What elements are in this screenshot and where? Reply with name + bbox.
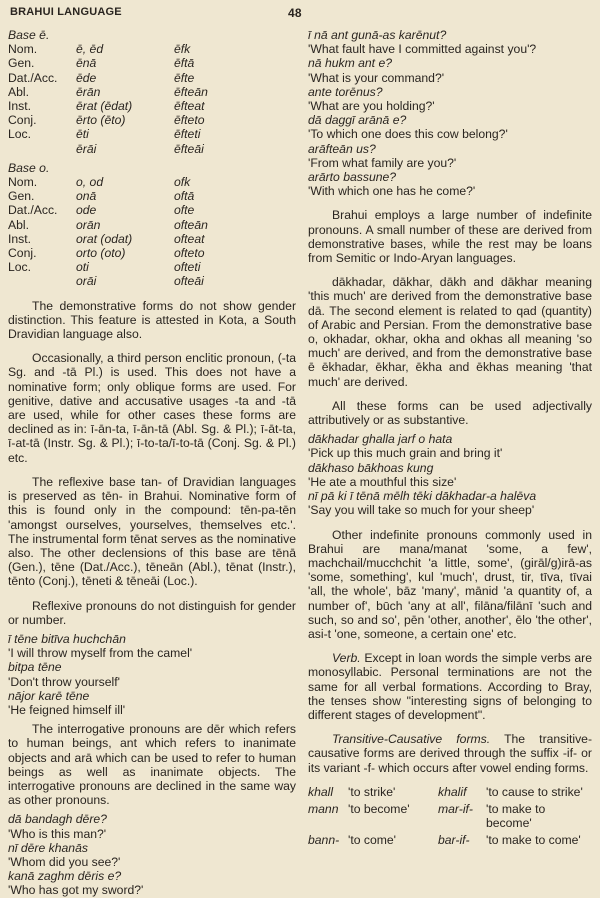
singular-form: orān xyxy=(76,217,101,232)
example-source: arārto bassune? xyxy=(308,170,397,185)
right-column xyxy=(308,28,592,848)
verb-label: Verb. xyxy=(332,651,361,666)
example-source: dākhadar ghalla jarf o hata xyxy=(308,432,453,447)
case-label: Abl. xyxy=(8,217,30,232)
example-source: nī pā ki ī tēnā mēlh tēki dākhadar-a halēva xyxy=(308,489,537,504)
indefinite-examples xyxy=(308,432,592,517)
plural-form: ēfteān xyxy=(174,84,208,99)
interrogative-examples xyxy=(8,812,296,897)
base-o-heading: Base o. xyxy=(8,160,50,175)
example-gloss: 'I will throw myself from the camel' xyxy=(8,646,193,661)
example-gloss: 'Who is this man?' xyxy=(8,826,107,841)
example-gloss: 'From what family are you?' xyxy=(308,155,457,170)
example-source: ante torēnus? xyxy=(308,84,383,99)
example-source: dā daggī arānā e? xyxy=(308,113,407,128)
causative-verb-table xyxy=(308,785,592,848)
example-gloss: 'He ate a mouthful this size' xyxy=(308,474,457,489)
singular-form: orto (oto) xyxy=(76,246,126,261)
singular-form: ode xyxy=(76,203,97,218)
example-gloss: 'Don't throw yourself' xyxy=(8,674,120,689)
verb-text: Except in loan words the simple verbs are monosyllabic. Personal terminations are not the same for all verbal formations. According to Bray, the tenses show "interesting signs of belonging to different stages of development". xyxy=(308,651,593,722)
paragraph-reflexive: The reflexive base tan- of Dravidian languages is preserved as tēn- in Brahui. Nominative form of this is found only in the compound: tēn-pa-tēn 'amongst ourselves, yourselves, themselves etc.'. The instrumental form tēnat serves as the nominative also. The other declensions of this base are tēnā (Gen.), tēne (Dat./Acc.), tēneān (Abl.), tēnat (Instr.), tēnto (Conj.), tēneti & tēneāi (Loc.). xyxy=(8,474,296,589)
verb-gloss: 'to come' xyxy=(348,833,397,848)
example-source: kanā zaghm dēris e? xyxy=(8,869,122,884)
case-label: Gen. xyxy=(8,56,35,71)
singular-form: orāi xyxy=(76,274,97,289)
example-gloss: 'What is your command?' xyxy=(308,70,445,85)
case-label: Inst. xyxy=(8,99,32,114)
plural-form: ofteti xyxy=(174,260,201,275)
example-gloss: 'What fault have I committed against you'? xyxy=(308,42,537,57)
singular-form: ērān xyxy=(76,84,101,99)
paragraph-causative xyxy=(308,732,592,775)
singular-form: ēnā xyxy=(76,56,97,71)
case-label: Loc. xyxy=(8,127,32,142)
base-e-table xyxy=(8,42,296,156)
singular-form: ērto (ēto) xyxy=(76,113,126,128)
plural-form: ofteat xyxy=(174,231,205,246)
case-label: Dat./Acc. xyxy=(8,70,58,85)
example-gloss: 'With which one has he come?' xyxy=(308,184,476,199)
verb-base: bann- xyxy=(308,833,340,848)
singular-form: onā xyxy=(76,189,97,204)
plural-form: ēfk xyxy=(174,42,191,57)
example-source: nājor karē tēne xyxy=(8,688,90,703)
singular-form: o, od xyxy=(76,175,104,190)
example-source: nī dēre khanās xyxy=(8,840,88,855)
example-gloss: 'What are you holding?' xyxy=(308,99,435,114)
paragraph-interrogative: The interrogative pronouns are dēr which refers to human beings, ant which refers to inanimate objects and arā which can be used to refer to human beings as well as inanimate objects. The interrogative pronouns are declined in the same way as other pronouns. xyxy=(8,722,296,808)
plural-form: ēfteti xyxy=(174,127,201,142)
base-e-heading: Base ē. xyxy=(8,28,50,42)
example-gloss: 'Who has got my sword?' xyxy=(8,883,144,898)
plural-form: ofteān xyxy=(174,217,208,232)
example-gloss: 'He feigned himself ill' xyxy=(8,702,126,717)
page-number: 48 xyxy=(288,6,302,20)
case-label xyxy=(8,274,76,288)
example-gloss: 'Whom did you see?' xyxy=(8,854,121,869)
plural-form: ēfteāi xyxy=(174,141,204,156)
plural-form: oftā xyxy=(174,189,195,204)
example-source: arāfteān us? xyxy=(308,141,376,156)
case-label: Conj. xyxy=(8,246,37,261)
example-gloss: 'Pick up this much grain and bring it' xyxy=(308,446,503,461)
singular-form: oti xyxy=(76,260,89,275)
plural-form: ofte xyxy=(174,203,195,218)
verb-gloss: 'to strike' xyxy=(348,784,396,799)
plural-form: ēfteat xyxy=(174,99,205,114)
case-label: Conj. xyxy=(8,113,37,128)
verb-base: khall xyxy=(308,784,334,799)
interrogative-examples-continued xyxy=(308,28,592,198)
plural-form: ēfte xyxy=(174,70,195,85)
paragraph-enclitic: Occasionally, a third person enclitic pronoun, (-ta Sg. and -tā Pl.) is used. This does not have a nominative form; only oblique forms are used. For genitive, dative and accusative usages -ta and -tā are used, while for other cases these forms are declined as in: ī-ān-ta, ī-ān-tā (Abl. Sg. & Pl.); ī-āt-ta, ī-at-tā (Instr. Sg. & Pl.); ī-to-ta/ī-to-tā (Conj. Sg. & Pl.) etc. xyxy=(8,351,296,465)
case-label: Loc. xyxy=(8,260,32,275)
example-source: ī tēne bitīva huchchān xyxy=(8,631,126,646)
singular-form: ērat (ēdat) xyxy=(76,99,133,114)
causative-gloss: 'to make to become' xyxy=(486,801,546,831)
example-gloss: 'To which one does this cow belong?' xyxy=(308,127,508,142)
paragraph-verb xyxy=(308,651,592,722)
plural-form: ēfteto xyxy=(174,113,205,128)
case-label xyxy=(8,142,76,156)
case-label: Dat./Acc. xyxy=(8,203,58,218)
paragraph-adjectival: All these forms can be used adjectivally attributively or as substantive. xyxy=(308,398,592,428)
singular-form: ēti xyxy=(76,127,89,142)
case-label: Gen. xyxy=(8,189,35,204)
case-label: Nom. xyxy=(8,42,38,57)
singular-form: ēde xyxy=(76,70,97,85)
paragraph-indefinite: Brahui employs a large number of indefinite pronouns. A small number of these are derived from demonstrative bases, while the rest may be loans from Semitic or Indo-Aryan languages. xyxy=(308,208,592,266)
singular-form: orat (odat) xyxy=(76,231,133,246)
paragraph-reflexive-number: Reflexive pronouns do not distinguish for gender or number. xyxy=(8,598,296,627)
case-label: Nom. xyxy=(8,175,38,190)
plural-form: ofteāi xyxy=(174,274,204,289)
causative-form: bar-if- xyxy=(438,833,470,848)
reflexive-examples xyxy=(8,632,296,717)
causative-label: Transitive-Causative forms. xyxy=(332,732,491,747)
example-source: ī nā ant gunā-as karēnut? xyxy=(308,28,447,42)
case-label: Inst. xyxy=(8,231,32,246)
example-source: bitpa tēne xyxy=(8,660,62,675)
plural-form: ēftā xyxy=(174,56,195,71)
paragraph-gender: The demonstrative forms do not show gender distinction. This feature is attested in Kota, a South Dravidian language also. xyxy=(8,298,296,342)
causative-text: The transitive-causative forms are derived through the suffix -if- or its variant -f- which occurs after vowel ending forms. xyxy=(308,732,593,775)
running-title: BRAHUI LANGUAGE xyxy=(10,6,122,18)
singular-form: ē, ēd xyxy=(76,42,104,57)
left-column xyxy=(8,28,296,898)
singular-form: ērāi xyxy=(76,141,97,156)
plural-form: ofteto xyxy=(174,246,205,261)
example-gloss: 'Say you will take so much for your sheep' xyxy=(308,503,535,518)
plural-form: ofk xyxy=(174,175,191,190)
causative-gloss: 'to make to come' xyxy=(486,833,581,848)
verb-gloss: 'to become' xyxy=(348,801,410,816)
paragraph-dakhadar: dākhadar, dākhar, dākh and dākhar meaning 'this much' are derived from the demonstrative base dā. The second element is related to qad (quantity) of Arabic and Persian. From the demonstrative base o, okhadar, okhar, okha and okhas all meaning 'so much' are derived, and from the demonstrative base ē ēkhadar, ēkhar, ēkha and ēkhas meaning 'that much' are derived. xyxy=(308,275,592,389)
example-source: nā hukm ant e? xyxy=(308,56,393,71)
causative-form: mar-if- xyxy=(438,801,473,816)
example-source: dā bandagh dēre? xyxy=(8,812,107,827)
base-o-table xyxy=(8,175,296,289)
case-label: Abl. xyxy=(8,84,30,99)
example-source: dākhaso bākhoas kung xyxy=(308,460,434,475)
paragraph-other-indefinite: Other indefinite pronouns commonly used in Brahui are mana/manat 'some, a few', machchail/mucchchit 'a little, some', (girāl/g)irā-as 'some, something', kul 'much', drust, tir, tīva, tīvai 'all, the whole', bāz 'many', mānid 'a quantity of, a number of', būch 'any at all', filāna/filānī 'such and such, so and so', pēn 'other, another', ēlo 'the other', asi-t 'one, someone, a certain one' etc. xyxy=(308,527,592,641)
verb-base: mann xyxy=(308,801,339,816)
causative-gloss: 'to cause to strike' xyxy=(486,784,583,799)
causative-form: khalif xyxy=(438,784,467,799)
